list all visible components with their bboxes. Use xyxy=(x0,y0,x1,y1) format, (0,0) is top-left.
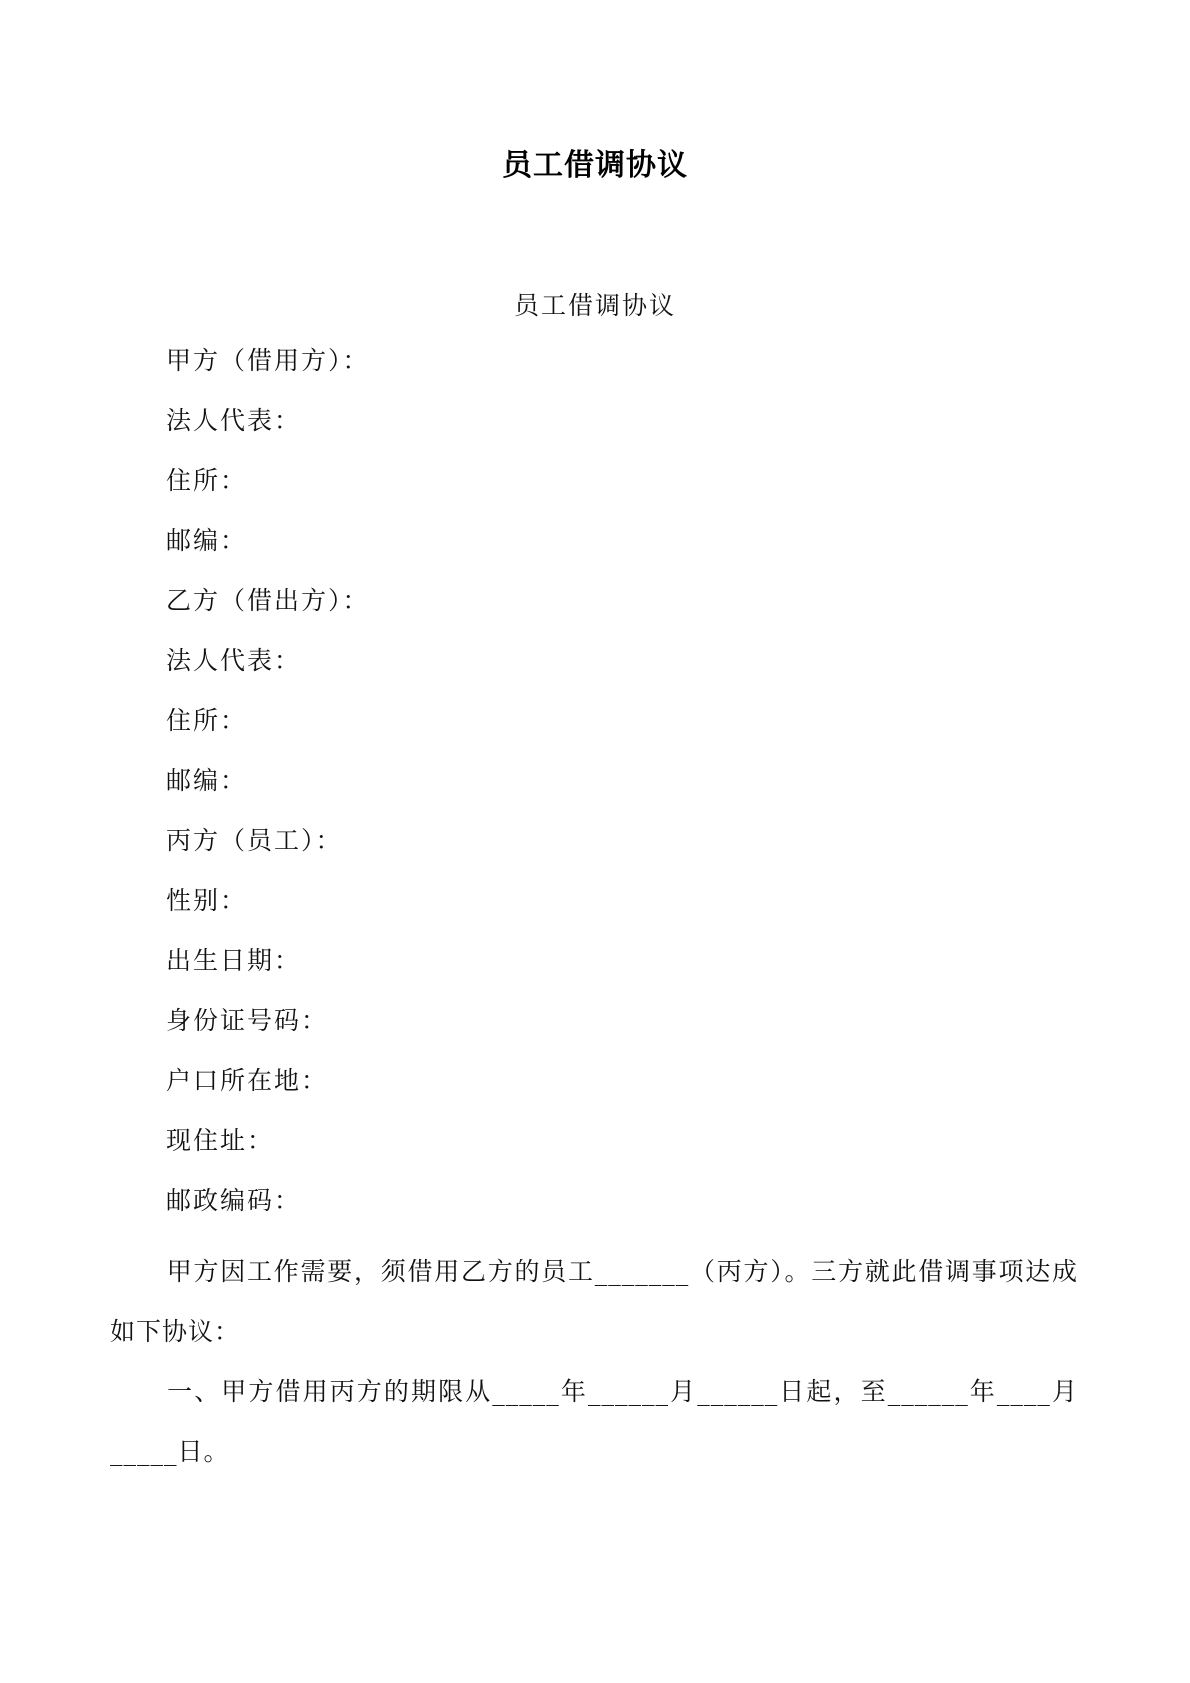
field-party-a: 甲方（借用方）： xyxy=(166,346,370,375)
field-party-b-legal-rep: 法人代表： xyxy=(166,646,302,675)
field-postal-code: 邮政编码： xyxy=(166,1186,302,1215)
paragraph-clause-1 xyxy=(110,1362,1078,1482)
field-current-address: 现住址： xyxy=(166,1126,275,1155)
field-party-c: 丙方（员工）： xyxy=(166,826,343,855)
paragraph-preamble xyxy=(110,1242,1078,1362)
field-party-a-address: 住所： xyxy=(166,466,248,495)
field-party-b: 乙方（借出方）： xyxy=(166,586,370,615)
document-title: 员工借调协议 xyxy=(502,148,688,183)
paragraph-clause-1-text: 一、甲方借用丙方的期限从_____年______月______日起，至______年____月_____日。 xyxy=(110,1377,1078,1466)
paragraph-preamble-text: 甲方因工作需要，须借用乙方的员工_______（丙方）。三方就此借调事项达成如下协议： xyxy=(110,1257,1078,1346)
field-party-b-postcode: 邮编： xyxy=(166,766,248,795)
field-party-a-postcode: 邮编： xyxy=(166,526,248,555)
field-gender: 性别： xyxy=(166,886,248,915)
party-fields xyxy=(166,346,370,1246)
field-household-registration: 户口所在地： xyxy=(166,1066,329,1095)
field-party-b-address: 住所： xyxy=(166,706,248,735)
field-id-number: 身份证号码： xyxy=(166,1006,329,1035)
field-birth-date: 出生日期： xyxy=(166,946,302,975)
document-subtitle: 员工借调协议 xyxy=(513,291,676,320)
field-party-a-legal-rep: 法人代表： xyxy=(166,406,302,435)
